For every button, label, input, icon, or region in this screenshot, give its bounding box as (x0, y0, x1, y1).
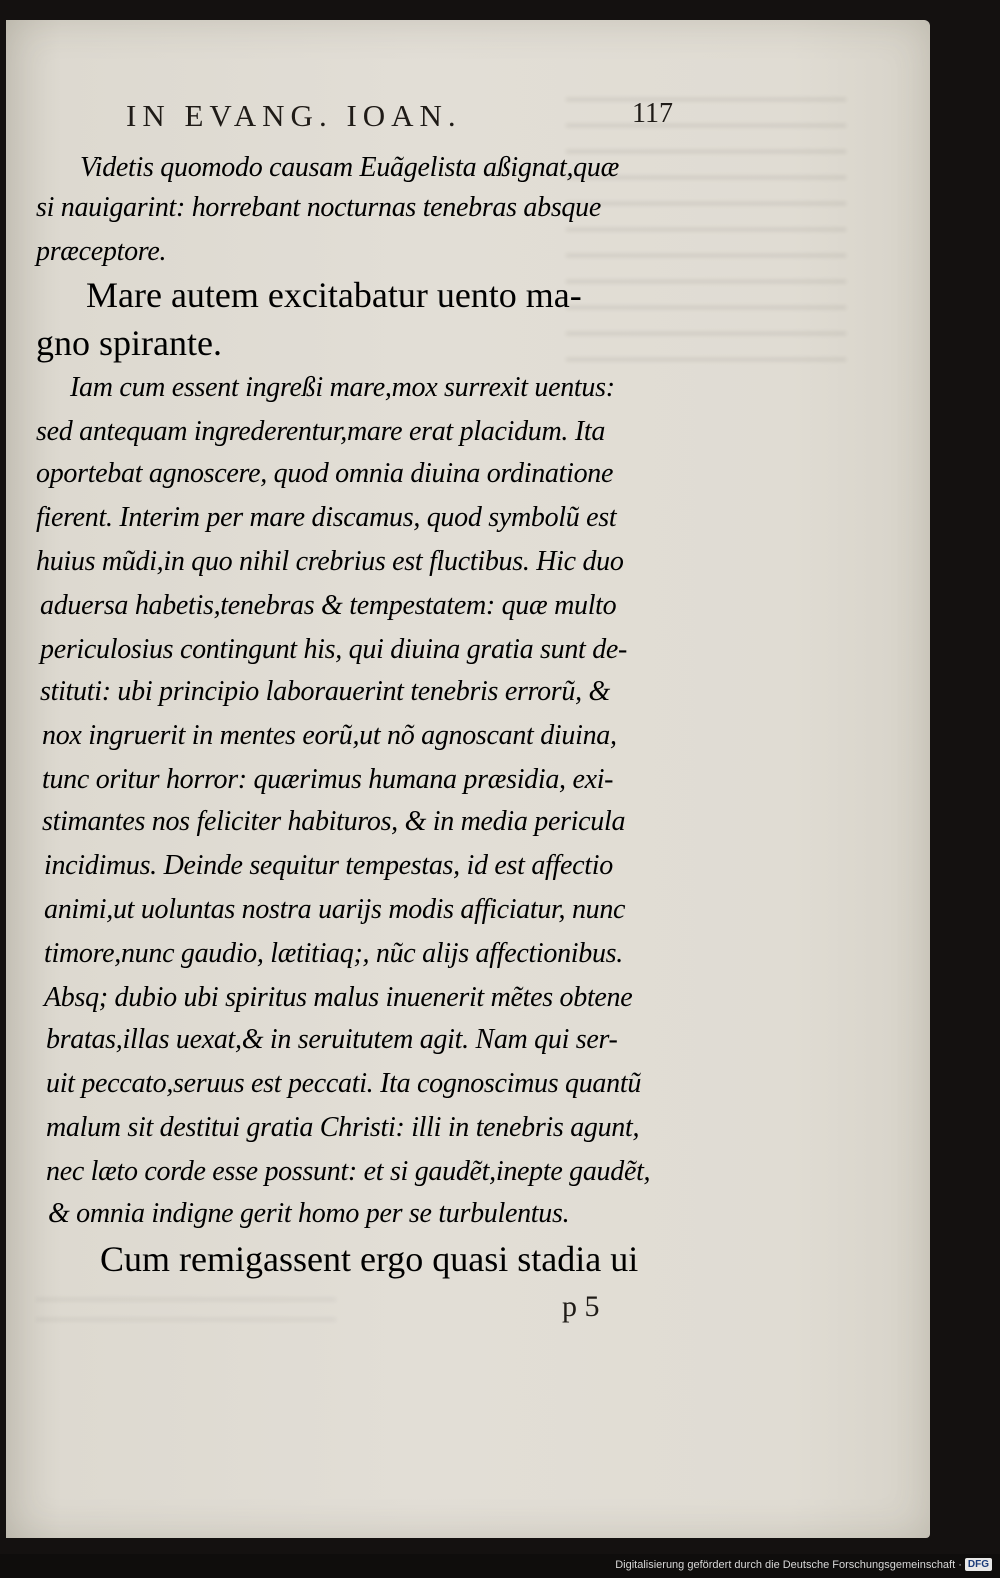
dfg-logo: DFG (965, 1558, 992, 1571)
text-line: stimantes nos feliciter habituros, & in media pericula (42, 806, 626, 837)
text-line: uit peccato,seruus est peccati. Ita cognoscimus quantũ (46, 1068, 642, 1099)
text-line: nox ingruerit in mentes eorũ,ut nõ agnoscant diuina, (42, 720, 617, 751)
text-line: Videtis quomodo causam Euãgelista aßignat,quæ (80, 152, 619, 183)
text-line: Iam cum essent ingreßi mare,mox surrexit uentus: (70, 372, 615, 403)
text-line: tunc oritur horror: quærimus humana præsidia, exi- (42, 764, 614, 795)
page-number: 117 (632, 98, 673, 129)
text-line: stituti: ubi principio laborauerint tenebris errorũ, & (40, 676, 610, 707)
funding-credit (615, 1558, 992, 1571)
text-line: nec læto corde esse possunt: et si gaudẽt,inepte gaudẽt, (46, 1156, 651, 1187)
running-head: IN EVANG. IOAN. (126, 98, 462, 133)
text-line: periculosius contingunt his, qui diuina gratia sunt de- (40, 634, 628, 665)
text-line: Absq; dubio ubi spiritus malus inuenerit mẽtes obtene (44, 982, 633, 1013)
text-line: oportebat agnoscere, quod omnia diuina ordinatione (36, 458, 614, 489)
text-line: si nauigarint: horrebant nocturnas tenebras absque (36, 192, 601, 223)
signature-mark: p 5 (562, 1290, 600, 1323)
text-line: aduersa habetis,tenebras & tempestatem: quæ multo (40, 590, 617, 621)
text-line: Cum remigassent ergo quasi stadia ui (100, 1239, 639, 1279)
text-line: malum sit destitui gratia Christi: illi in tenebris agunt, (46, 1112, 640, 1143)
text-line: fierent. Interim per mare discamus, quod symbolũ est (36, 502, 617, 533)
text-line: animi,ut uoluntas nostra uarijs modis afficiatur, nunc (44, 894, 626, 925)
show-through-text (566, 98, 846, 368)
funding-credit-text: Digitalisierung gefördert durch die Deutsche Forschungsgemeinschaft · (615, 1558, 962, 1571)
text-line: incidimus. Deinde sequitur tempestas, id est affectio (44, 850, 613, 881)
text-line: præceptore. (36, 236, 167, 267)
text-line: sed antequam ingrederentur,mare erat placidum. Ita (36, 416, 606, 447)
text-line: gno spirante. (36, 323, 222, 363)
text-line: bratas,illas uexat,& in seruitutem agit. Nam qui ser- (46, 1024, 618, 1055)
text-line: Mare autem excitabatur uento ma- (86, 275, 582, 315)
text-line: huius mũdi,in quo nihil crebrius est fluctibus. Hic duo (36, 546, 624, 577)
show-through-text-bottom (36, 1298, 336, 1338)
text-line: & omnia indigne gerit homo per se turbulentus. (48, 1198, 570, 1229)
text-line: timore,nunc gaudio, lætitiaq;, nũc alijs affectionibus. (44, 938, 623, 969)
